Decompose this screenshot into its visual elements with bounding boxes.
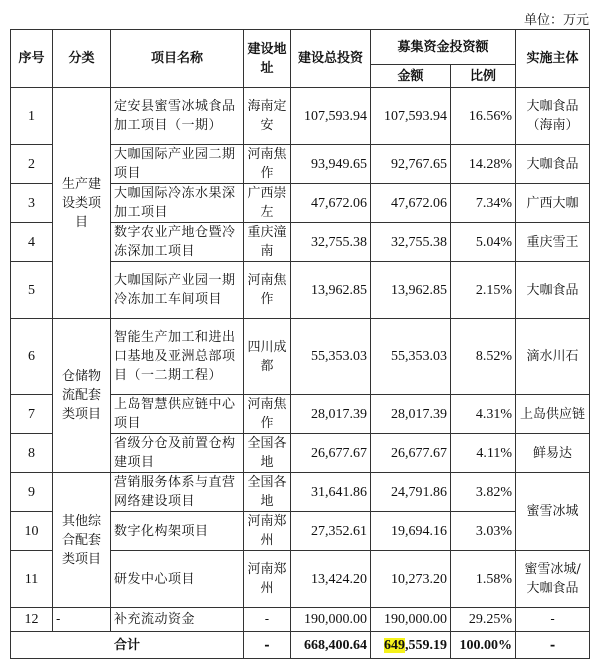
category-production: 生产建设类项目 bbox=[53, 88, 111, 319]
raised-amount: 24,791.86 bbox=[371, 473, 451, 512]
row-seq: 10 bbox=[11, 512, 53, 551]
project-name: 数字化构架项目 bbox=[111, 512, 244, 551]
table-row bbox=[11, 473, 590, 512]
project-name: 数字农业产地仓暨冷冻深加工项目 bbox=[111, 223, 244, 262]
total-investment: 190,000.00 bbox=[291, 608, 371, 632]
total-investment: 31,641.86 bbox=[291, 473, 371, 512]
project-location: 全国各地 bbox=[244, 434, 291, 473]
fundraising-projects-table bbox=[10, 29, 590, 659]
project-name: 补充流动资金 bbox=[111, 608, 244, 632]
raised-ratio: 3.82% bbox=[451, 473, 516, 512]
unit-label: 单位：万元 bbox=[523, 12, 589, 27]
raised-amount: 19,694.16 bbox=[371, 512, 451, 551]
header-raised-funds: 募集资金投资额 bbox=[371, 30, 516, 65]
project-name: 大咖国际冷冻水果深加工项目 bbox=[111, 184, 244, 223]
raised-ratio: 1.58% bbox=[451, 551, 516, 608]
raised-ratio: 3.03% bbox=[451, 512, 516, 551]
project-location: 海南定安 bbox=[244, 88, 291, 145]
total-investment: 26,677.67 bbox=[291, 434, 371, 473]
implementer: 滴水川石 bbox=[516, 319, 590, 395]
row-seq: 9 bbox=[11, 473, 53, 512]
project-location: 河南焦作 bbox=[244, 145, 291, 184]
raised-ratio: 8.52% bbox=[451, 319, 516, 395]
project-name: 上岛智慧供应链中心项目 bbox=[111, 395, 244, 434]
total-row bbox=[11, 632, 590, 659]
amount-rest: ,559.19 bbox=[405, 637, 447, 653]
project-location: 河南焦作 bbox=[244, 262, 291, 319]
raised-amount: 26,677.67 bbox=[371, 434, 451, 473]
row-seq: 6 bbox=[11, 319, 53, 395]
row-seq: 7 bbox=[11, 395, 53, 434]
raised-amount: 107,593.94 bbox=[371, 88, 451, 145]
project-name: 营销服务体系与直营网络建设项目 bbox=[111, 473, 244, 512]
total-investment: 93,949.65 bbox=[291, 145, 371, 184]
row-seq: 8 bbox=[11, 434, 53, 473]
row-seq: 4 bbox=[11, 223, 53, 262]
raised-ratio: 29.25% bbox=[451, 608, 516, 632]
highlighted-digits: 649 bbox=[384, 637, 405, 653]
implementer: 蜜雪冰城 bbox=[516, 473, 590, 551]
project-name: 省级分仓及前置仓构建项目 bbox=[111, 434, 244, 473]
total-label: 合计 bbox=[11, 632, 244, 659]
implementer: 鲜易达 bbox=[516, 434, 590, 473]
raised-amount: 55,353.03 bbox=[371, 319, 451, 395]
project-name: 大咖国际产业园一期冷冻加工车间项目 bbox=[111, 262, 244, 319]
category-other: 其他综合配套类项目 bbox=[53, 473, 111, 608]
row-seq: 2 bbox=[11, 145, 53, 184]
raised-amount: 32,755.38 bbox=[371, 223, 451, 262]
total-investment: 47,672.06 bbox=[291, 184, 371, 223]
raised-amount: 10,273.20 bbox=[371, 551, 451, 608]
project-location: 河南郑州 bbox=[244, 512, 291, 551]
project-name: 研发中心项目 bbox=[111, 551, 244, 608]
header-total-investment: 建设总投资 bbox=[291, 30, 371, 88]
total-ratio: 100.00% bbox=[451, 632, 516, 659]
project-location: 河南焦作 bbox=[244, 395, 291, 434]
raised-ratio: 7.34% bbox=[451, 184, 516, 223]
table-row bbox=[11, 608, 590, 632]
table-row bbox=[11, 319, 590, 395]
total-investment: 27,352.61 bbox=[291, 512, 371, 551]
project-location: 重庆潼南 bbox=[244, 223, 291, 262]
total-location: - bbox=[244, 632, 291, 659]
row-seq: 12 bbox=[11, 608, 53, 632]
header-seq: 序号 bbox=[11, 30, 53, 88]
table-row bbox=[11, 88, 590, 145]
row-seq: 11 bbox=[11, 551, 53, 608]
total-investment: 55,353.03 bbox=[291, 319, 371, 395]
total-investment: 13,424.20 bbox=[291, 551, 371, 608]
header-ratio: 比例 bbox=[451, 65, 516, 88]
category-warehouse: 仓储物流配套类项目 bbox=[53, 319, 111, 473]
total-investment: 13,962.85 bbox=[291, 262, 371, 319]
implementer: 大咖食品 bbox=[516, 262, 590, 319]
raised-amount: 13,962.85 bbox=[371, 262, 451, 319]
total-implementer: - bbox=[516, 632, 590, 659]
project-location: 广西崇左 bbox=[244, 184, 291, 223]
header-location: 建设地址 bbox=[244, 30, 291, 88]
project-location: 四川成都 bbox=[244, 319, 291, 395]
raised-amount: 190,000.00 bbox=[371, 608, 451, 632]
project-location: 河南郑州 bbox=[244, 551, 291, 608]
raised-ratio: 14.28% bbox=[451, 145, 516, 184]
project-location: 全国各地 bbox=[244, 473, 291, 512]
total-investment: 107,593.94 bbox=[291, 88, 371, 145]
implementer: 重庆雪王 bbox=[516, 223, 590, 262]
implementer: - bbox=[516, 608, 590, 632]
total-investment: 32,755.38 bbox=[291, 223, 371, 262]
raised-ratio: 4.11% bbox=[451, 434, 516, 473]
project-name: 智能生产加工和进出口基地及亚洲总部项目（一二期工程） bbox=[111, 319, 244, 395]
raised-amount: 92,767.65 bbox=[371, 145, 451, 184]
implementer: 大咖食品（海南） bbox=[516, 88, 590, 145]
project-location: - bbox=[244, 608, 291, 632]
project-name: 定安县蜜雪冰城食品加工项目（一期） bbox=[111, 88, 244, 145]
implementer: 大咖食品 bbox=[516, 145, 590, 184]
raised-amount: 28,017.39 bbox=[371, 395, 451, 434]
raised-ratio: 5.04% bbox=[451, 223, 516, 262]
row-category: - bbox=[53, 608, 111, 632]
header-project-name: 项目名称 bbox=[111, 30, 244, 88]
implementer: 上岛供应链 bbox=[516, 395, 590, 434]
total-investment: 28,017.39 bbox=[291, 395, 371, 434]
header-implementer: 实施主体 bbox=[516, 30, 590, 88]
raised-ratio: 4.31% bbox=[451, 395, 516, 434]
total-raised-amount bbox=[371, 632, 451, 659]
header-amount: 金额 bbox=[371, 65, 451, 88]
implementer: 蜜雪冰城/大咖食品 bbox=[516, 551, 590, 608]
row-seq: 3 bbox=[11, 184, 53, 223]
raised-ratio: 16.56% bbox=[451, 88, 516, 145]
total-investment-sum: 668,400.64 bbox=[291, 632, 371, 659]
header-category: 分类 bbox=[53, 30, 111, 88]
row-seq: 5 bbox=[11, 262, 53, 319]
raised-amount: 47,672.06 bbox=[371, 184, 451, 223]
row-seq: 1 bbox=[11, 88, 53, 145]
implementer: 广西大咖 bbox=[516, 184, 590, 223]
raised-ratio: 2.15% bbox=[451, 262, 516, 319]
project-name: 大咖国际产业园二期项目 bbox=[111, 145, 244, 184]
